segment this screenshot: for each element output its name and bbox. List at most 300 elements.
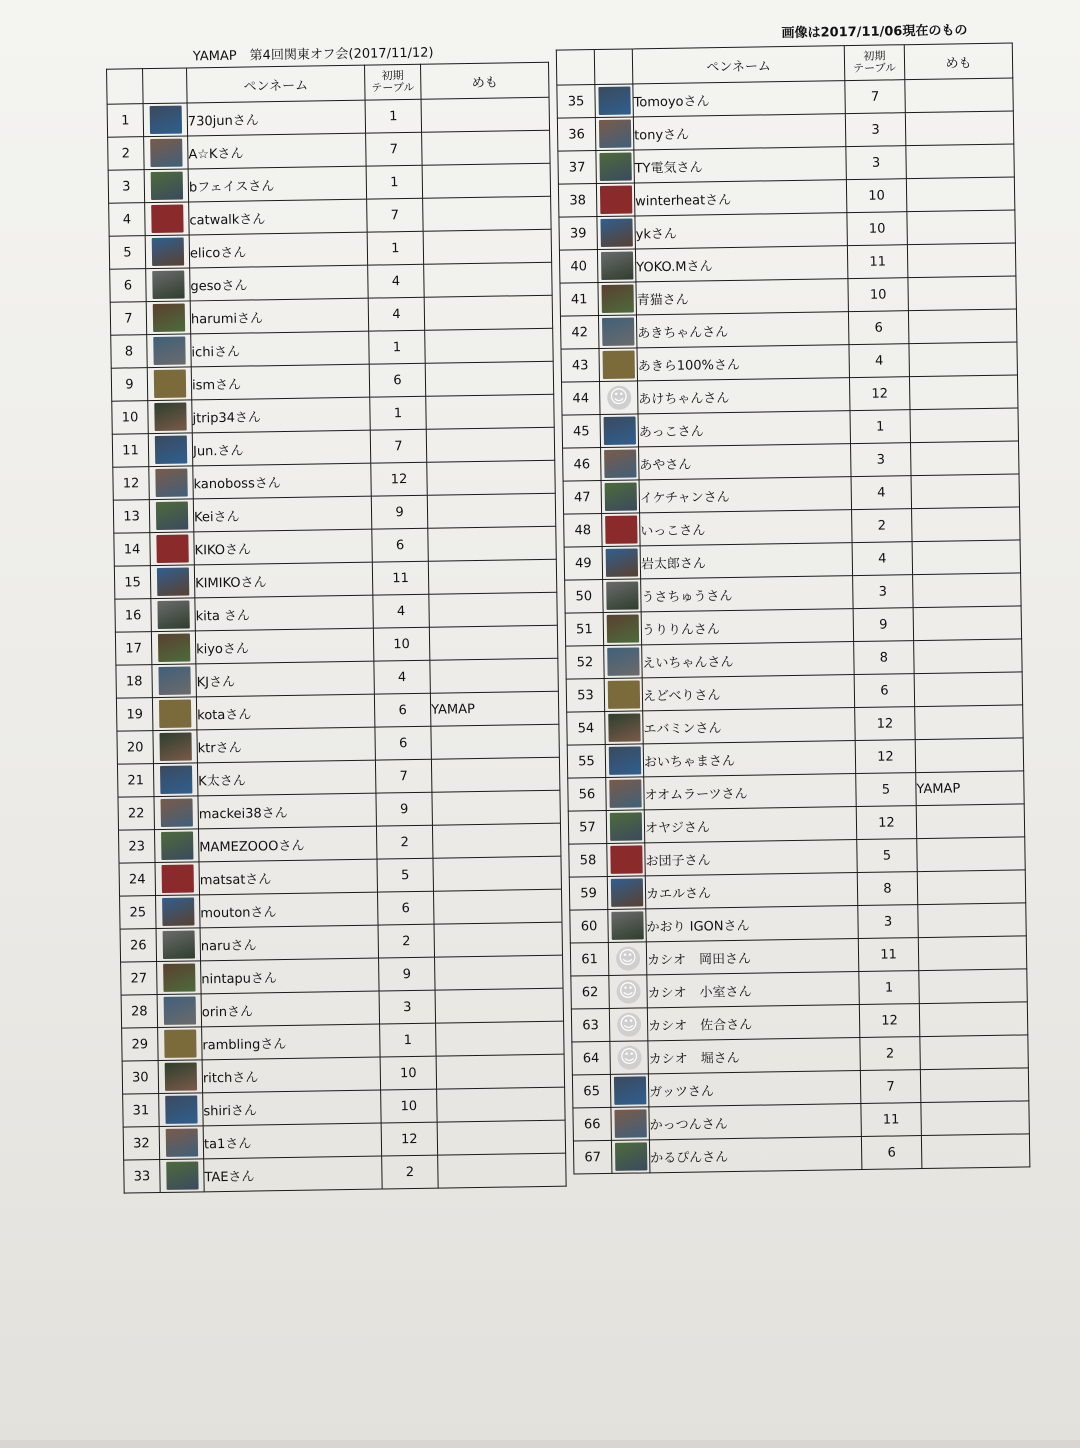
avatar-cell — [156, 895, 201, 929]
image-date-note: 画像は2017/11/06現在のもの — [781, 23, 968, 42]
memo — [905, 78, 1014, 113]
penname: オヤジさん — [644, 807, 856, 843]
avatar-cell — [604, 645, 643, 679]
row-number: 36 — [557, 118, 596, 152]
avatar-cell — [603, 579, 642, 613]
row-number: 9 — [111, 368, 148, 402]
initial-table: 11 — [858, 938, 919, 972]
initial-table: 8 — [857, 872, 918, 906]
initial-table: 10 — [380, 1056, 437, 1090]
avatar-cell — [604, 678, 643, 712]
penname: うりりんさん — [641, 609, 853, 645]
row-number: 22 — [118, 797, 155, 831]
avatar-cell — [160, 1159, 205, 1193]
initial-table: 1 — [850, 410, 911, 444]
avatar-photo — [609, 779, 641, 807]
penname: harumiさん — [190, 298, 368, 334]
initial-table: 5 — [857, 839, 918, 873]
row-number: 14 — [114, 533, 151, 567]
avatar-cell — [609, 975, 648, 1009]
row-number: 1 — [107, 104, 144, 138]
row-number: 48 — [564, 514, 603, 548]
initial-table: 7 — [366, 132, 423, 166]
avatar-cell — [152, 664, 197, 698]
penname: TAEさん — [204, 1156, 382, 1192]
memo — [436, 1054, 565, 1089]
row-number: 35 — [557, 85, 596, 119]
avatar-cell — [603, 612, 642, 646]
avatar-photo — [600, 218, 632, 246]
penname: catwalkさん — [189, 199, 367, 235]
avatar-photo — [159, 732, 191, 760]
initial-table: 9 — [371, 495, 428, 529]
avatar-photo — [614, 1142, 646, 1170]
row-number: 29 — [122, 1028, 159, 1062]
avatar-photo — [607, 680, 639, 708]
avatar-photo — [158, 666, 190, 694]
row-number: 63 — [571, 1008, 610, 1042]
initial-table: 10 — [381, 1089, 438, 1123]
memo — [915, 705, 1024, 740]
avatar-cell — [599, 348, 638, 382]
avatar-photo — [610, 878, 642, 906]
avatar-photo — [599, 153, 631, 181]
initial-table: 4 — [374, 660, 431, 694]
row-number: 12 — [113, 467, 150, 501]
memo — [423, 196, 552, 231]
penname: MAMEZOOOさん — [198, 826, 376, 862]
penname: KIKOさん — [194, 529, 372, 565]
memo — [432, 823, 561, 858]
memo — [912, 507, 1021, 542]
row-number: 60 — [570, 909, 609, 943]
row-number: 3 — [108, 170, 145, 204]
avatar-photo — [608, 746, 640, 774]
penname: YOKO.Mさん — [635, 246, 847, 282]
default-avatar-icon — [617, 1045, 641, 1069]
initial-table: 1 — [380, 1023, 437, 1057]
avatar-cell — [607, 876, 646, 910]
penname: えいちゃんさん — [642, 642, 854, 678]
memo — [422, 163, 551, 198]
row-number: 24 — [119, 863, 156, 897]
right-rows — [557, 78, 1030, 1174]
initial-table: 12 — [849, 377, 910, 411]
row-number: 17 — [115, 632, 152, 666]
memo — [437, 1120, 566, 1155]
avatar-cell — [596, 150, 635, 184]
avatar-photo — [598, 87, 630, 115]
penname: gesoさん — [190, 265, 368, 301]
avatar-photo — [149, 106, 181, 134]
memo — [910, 408, 1019, 443]
row-number: 53 — [566, 678, 605, 712]
initial-table: 5 — [856, 773, 917, 807]
initial-table: 6 — [848, 311, 909, 345]
avatar-photo — [609, 812, 641, 840]
initial-table: 10 — [846, 179, 907, 213]
penname: mackei38さん — [198, 793, 376, 829]
avatar-cell — [149, 466, 194, 500]
row-number: 37 — [558, 151, 597, 185]
avatar-cell — [145, 202, 190, 236]
header-number — [107, 69, 144, 105]
initial-table: 6 — [369, 363, 426, 397]
initial-table: 6 — [854, 674, 915, 708]
initial-table: 3 — [853, 575, 914, 609]
penname: Jun.さん — [192, 430, 370, 466]
row-number: 31 — [123, 1094, 160, 1128]
avatar-photo — [153, 337, 185, 365]
avatar-cell — [151, 631, 196, 665]
row-number: 2 — [108, 137, 145, 171]
initial-table: 6 — [861, 1136, 922, 1170]
avatar-photo — [604, 482, 636, 510]
avatar-cell — [600, 414, 639, 448]
row-number: 51 — [565, 612, 604, 646]
memo — [421, 97, 550, 132]
avatar-photo — [162, 930, 194, 958]
penname: カシオ 小室さん — [647, 972, 859, 1008]
memo — [429, 625, 558, 660]
memo — [437, 1087, 566, 1122]
memo — [426, 394, 555, 429]
memo — [423, 229, 552, 264]
penname: かるぴんさん — [649, 1137, 861, 1173]
avatar-photo — [602, 317, 634, 345]
avatar-cell — [157, 961, 202, 995]
avatar-photo — [165, 1128, 197, 1156]
initial-table: 1 — [370, 396, 427, 430]
header-initial-table — [844, 45, 905, 81]
avatar-photo — [161, 831, 193, 859]
initial-table: 6 — [375, 726, 432, 760]
row-number: 21 — [117, 764, 154, 798]
row-number: 59 — [569, 876, 608, 910]
default-avatar-icon — [616, 979, 640, 1003]
row-number: 5 — [109, 236, 146, 270]
initial-table: 3 — [845, 113, 906, 147]
memo — [918, 903, 1027, 938]
row-number: 26 — [120, 929, 157, 963]
row-number: 39 — [559, 217, 598, 251]
row-number: 27 — [121, 962, 158, 996]
table-row — [124, 1153, 566, 1193]
row-number: 38 — [558, 184, 597, 218]
initial-table: 7 — [375, 759, 432, 793]
avatar-photo — [165, 1095, 197, 1123]
header-avatar — [143, 68, 188, 104]
initial-table: 4 — [851, 476, 912, 510]
table-row — [573, 1134, 1029, 1174]
row-number: 6 — [110, 269, 147, 303]
row-number: 19 — [116, 698, 153, 732]
avatar-cell — [609, 1008, 648, 1042]
row-number: 56 — [568, 777, 607, 811]
row-number: 54 — [567, 711, 606, 745]
memo — [425, 361, 554, 396]
row-number: 46 — [563, 448, 602, 482]
row-number: 44 — [562, 382, 601, 416]
memo — [906, 144, 1015, 179]
memo — [914, 639, 1023, 674]
avatar-photo — [599, 186, 631, 214]
memo — [915, 738, 1024, 773]
memo — [913, 573, 1022, 608]
avatar-cell — [611, 1140, 650, 1174]
memo — [917, 870, 1026, 905]
penname: kanobossさん — [193, 463, 371, 499]
penname: イケチャンさん — [639, 477, 851, 513]
row-number: 55 — [567, 744, 606, 778]
row-number: 7 — [110, 302, 147, 336]
avatar-photo — [601, 284, 633, 312]
initial-table: 11 — [372, 561, 429, 595]
avatar-cell — [596, 183, 635, 217]
avatar-photo — [602, 350, 634, 378]
avatar-cell — [144, 169, 189, 203]
memo — [906, 177, 1015, 212]
initial-table: 7 — [860, 1070, 921, 1104]
avatar-cell — [607, 843, 646, 877]
penname: tonyさん — [633, 114, 845, 150]
penname: nintapuさん — [201, 958, 379, 994]
penname: あきちゃんさん — [636, 312, 848, 348]
avatar-cell — [159, 1093, 204, 1127]
avatar-cell — [595, 117, 634, 151]
penname: あっこさん — [638, 411, 850, 447]
avatar-photo — [155, 502, 187, 530]
header-memo: めも — [904, 43, 1013, 80]
avatar-photo — [604, 449, 636, 477]
row-number: 32 — [123, 1127, 160, 1161]
avatar-photo — [160, 798, 192, 826]
memo — [434, 922, 563, 957]
row-number: 41 — [560, 283, 599, 317]
left-rows — [107, 97, 566, 1193]
initial-table: 3 — [858, 905, 919, 939]
avatar-photo — [598, 120, 630, 148]
avatar-cell — [156, 928, 201, 962]
penname: kiyoさん — [195, 628, 373, 664]
avatar-photo — [163, 996, 195, 1024]
row-number: 18 — [116, 665, 153, 699]
avatar-cell — [598, 315, 637, 349]
header-avatar — [594, 49, 633, 85]
avatar-photo — [161, 864, 193, 892]
avatar-cell — [602, 546, 641, 580]
penname: orinさん — [201, 991, 379, 1027]
avatar-photo — [610, 845, 642, 873]
memo — [907, 210, 1016, 245]
memo — [426, 427, 555, 462]
memo — [433, 889, 562, 924]
avatar-photo — [153, 370, 185, 398]
initial-table: 10 — [847, 212, 908, 246]
memo: YAMAP — [916, 771, 1025, 806]
attendee-table-right — [556, 42, 1031, 1174]
initial-table: 10 — [848, 278, 909, 312]
penname: おいちゃまさん — [643, 741, 855, 777]
avatar-cell — [159, 1126, 204, 1160]
avatar-cell — [610, 1074, 649, 1108]
row-number: 30 — [122, 1061, 159, 1095]
initial-table: 1 — [369, 330, 426, 364]
memo — [909, 375, 1018, 410]
avatar-photo — [166, 1161, 198, 1189]
avatar-photo — [608, 713, 640, 741]
row-number: 47 — [563, 481, 602, 515]
row-number: 52 — [566, 645, 605, 679]
avatar-photo — [600, 251, 632, 279]
avatar-photo — [607, 647, 639, 675]
default-avatar-icon — [615, 946, 639, 970]
initial-table: 6 — [372, 528, 429, 562]
memo — [427, 493, 556, 528]
avatar-cell — [146, 301, 191, 335]
avatar-cell — [608, 942, 647, 976]
memo — [431, 724, 560, 759]
avatar-photo — [164, 1029, 196, 1057]
initial-table: 2 — [852, 509, 913, 543]
avatar-cell — [149, 499, 194, 533]
avatar-cell — [158, 1027, 203, 1061]
row-number: 20 — [117, 731, 154, 765]
avatar-photo — [154, 436, 186, 464]
avatar-cell — [150, 532, 195, 566]
row-number: 49 — [564, 547, 603, 581]
penname: shiriさん — [203, 1090, 381, 1126]
penname: ichiさん — [191, 331, 369, 367]
penname: elicoさん — [189, 232, 367, 268]
avatar-photo — [150, 172, 182, 200]
avatar-photo — [613, 1076, 645, 1104]
avatar-cell — [601, 480, 640, 514]
penname: winterheatさん — [634, 180, 846, 216]
penname: オオムラーツさん — [644, 774, 856, 810]
header-penname: ペンネーム — [632, 46, 845, 84]
initial-table: 1 — [366, 165, 423, 199]
avatar-photo — [605, 548, 637, 576]
memo — [916, 804, 1025, 839]
avatar-cell — [151, 598, 196, 632]
memo — [907, 243, 1016, 278]
avatar-cell — [144, 136, 189, 170]
initial-table: 2 — [860, 1037, 921, 1071]
penname: ismさん — [191, 364, 369, 400]
initial-table: 12 — [855, 740, 916, 774]
avatar-photo — [614, 1109, 646, 1137]
initial-table: 12 — [855, 707, 916, 741]
initial-table: 6 — [374, 693, 431, 727]
memo: YAMAP — [430, 691, 559, 726]
penname: ritchさん — [202, 1057, 380, 1093]
avatar-cell — [605, 711, 644, 745]
avatar-cell — [157, 994, 202, 1028]
initial-table: 11 — [861, 1103, 922, 1137]
header-number — [556, 50, 595, 86]
initial-table: 10 — [373, 627, 430, 661]
penname: 730junさん — [187, 100, 365, 136]
row-number: 11 — [112, 434, 149, 468]
penname: あけちゃんさん — [638, 378, 850, 414]
initial-table: 12 — [371, 462, 428, 496]
initial-table: 11 — [847, 245, 908, 279]
initial-table: 4 — [368, 264, 425, 298]
penname: かっつんさん — [649, 1104, 861, 1140]
avatar-photo — [154, 403, 186, 431]
memo — [913, 606, 1022, 641]
penname: moutonさん — [200, 892, 378, 928]
memo — [909, 342, 1018, 377]
memo — [911, 474, 1020, 509]
penname: えどべりさん — [642, 675, 854, 711]
avatar-photo — [159, 765, 191, 793]
initial-table: 7 — [845, 80, 906, 114]
avatar-photo — [158, 699, 190, 727]
initial-table: 3 — [851, 443, 912, 477]
row-number: 62 — [571, 975, 610, 1009]
memo — [917, 837, 1026, 872]
initial-table: 9 — [376, 792, 433, 826]
initial-table: 8 — [854, 641, 915, 675]
initial-table: 1 — [859, 971, 920, 1005]
penname: ramblingさん — [202, 1024, 380, 1060]
penname: A☆Kさん — [188, 133, 366, 169]
memo — [428, 526, 557, 561]
row-number: 25 — [120, 896, 157, 930]
memo — [912, 540, 1021, 575]
memo — [433, 856, 562, 891]
penname: 岩太郎さん — [640, 543, 852, 579]
initial-table: 7 — [370, 429, 427, 463]
penname: bフェイスさん — [188, 166, 366, 202]
header-memo: めも — [421, 62, 550, 99]
avatar-photo — [606, 581, 638, 609]
avatar-cell — [601, 447, 640, 481]
avatar-photo — [162, 897, 194, 925]
attendee-table-left — [106, 62, 567, 1194]
avatar-cell — [602, 513, 641, 547]
avatar-photo — [150, 139, 182, 167]
avatar-cell — [610, 1041, 649, 1075]
row-number: 45 — [562, 415, 601, 449]
avatar-photo — [605, 515, 637, 543]
avatar-cell — [598, 282, 637, 316]
row-number: 57 — [568, 810, 607, 844]
memo — [908, 276, 1017, 311]
memo — [436, 1021, 565, 1056]
row-number: 67 — [573, 1140, 612, 1174]
avatar-photo — [611, 911, 643, 939]
avatar-photo — [155, 469, 187, 497]
initial-table: 3 — [379, 990, 436, 1024]
row-number: 65 — [572, 1074, 611, 1108]
avatar-photo — [603, 416, 635, 444]
penname: カシオ 佐合さん — [647, 1005, 859, 1041]
avatar-cell — [148, 433, 193, 467]
row-number: 66 — [573, 1107, 612, 1141]
avatar-cell — [158, 1060, 203, 1094]
avatar-cell — [147, 334, 192, 368]
row-number: 4 — [109, 203, 146, 237]
memo — [428, 559, 557, 594]
initial-table: 4 — [373, 594, 430, 628]
memo — [919, 969, 1028, 1004]
row-number: 13 — [113, 500, 150, 534]
memo — [430, 658, 559, 693]
avatar-cell — [143, 103, 188, 137]
